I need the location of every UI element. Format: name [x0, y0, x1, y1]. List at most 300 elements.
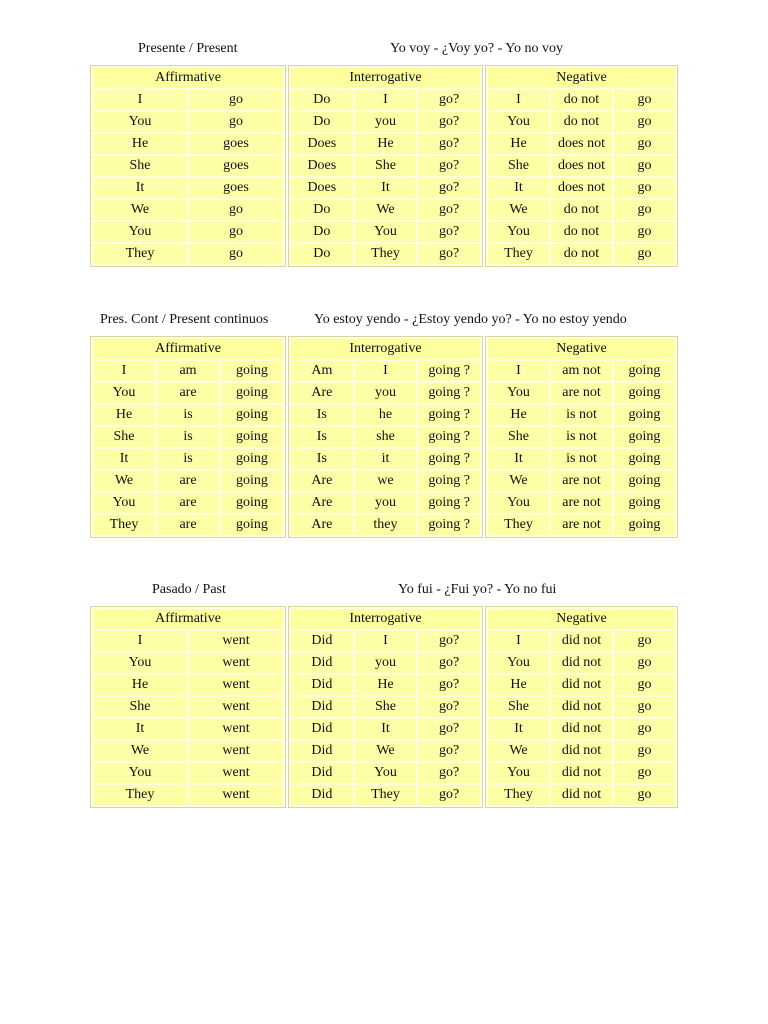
interrogative-table	[288, 336, 483, 538]
interrogative-header: Interrogative	[291, 609, 480, 629]
table-row	[291, 361, 480, 381]
table-cell: Are	[291, 515, 353, 535]
table-cell: go	[614, 178, 675, 198]
table-cell: she	[355, 427, 417, 447]
table-cell: go	[614, 719, 675, 739]
section-subtitle: Yo voy - ¿Voy yo? - Yo no voy	[390, 41, 563, 56]
table-cell: Am	[291, 361, 353, 381]
table-cell: Is	[291, 405, 353, 425]
table-cell: going	[614, 361, 675, 381]
table-cell: is not	[551, 427, 612, 447]
table-cell: He	[488, 134, 549, 154]
table-cell: go?	[418, 785, 480, 805]
table-cell: did not	[551, 697, 612, 717]
table-cell: I	[93, 361, 155, 381]
table-cell: They	[93, 785, 187, 805]
negative-table	[485, 65, 678, 267]
table-cell: do not	[551, 90, 612, 110]
table-cell: goes	[189, 134, 283, 154]
table-cell: Do	[291, 112, 353, 132]
table-cell: going	[221, 515, 283, 535]
table-cell: We	[355, 200, 417, 220]
negative-header: Negative	[488, 609, 675, 629]
table-cell: go	[614, 90, 675, 110]
table-cell: Are	[291, 471, 353, 491]
table-cell: She	[93, 697, 187, 717]
table-cell: Did	[291, 741, 353, 761]
table-cell: They	[488, 515, 549, 535]
table-row	[291, 631, 480, 651]
table-cell: go	[189, 90, 283, 110]
table-row	[488, 697, 675, 717]
table-cell: We	[488, 471, 549, 491]
table-cell: are	[157, 471, 219, 491]
table-row	[488, 156, 675, 176]
conjugation-tables	[90, 606, 678, 808]
table-cell: You	[488, 112, 549, 132]
table-row	[93, 90, 283, 110]
table-cell: She	[488, 156, 549, 176]
table-row	[291, 697, 480, 717]
table-cell: He	[355, 675, 417, 695]
table-cell: Did	[291, 697, 353, 717]
table-cell: She	[93, 156, 187, 176]
interrogative-header: Interrogative	[291, 68, 480, 88]
table-row	[291, 156, 480, 176]
table-cell: They	[93, 515, 155, 535]
table-cell: goes	[189, 178, 283, 198]
table-cell: went	[189, 719, 283, 739]
table-row	[93, 449, 283, 469]
table-cell: go?	[418, 112, 480, 132]
table-cell: You	[355, 222, 417, 242]
table-cell: does not	[551, 178, 612, 198]
table-cell: we	[355, 471, 417, 491]
section-past	[90, 582, 678, 802]
table-cell: It	[93, 719, 187, 739]
table-cell: go	[614, 200, 675, 220]
table-row	[488, 90, 675, 110]
table-cell: going	[221, 449, 283, 469]
table-cell: go	[189, 200, 283, 220]
table-cell: are	[157, 383, 219, 403]
table-cell: You	[93, 653, 187, 673]
conjugation-tables	[90, 336, 678, 538]
table-cell: do not	[551, 112, 612, 132]
table-cell: We	[93, 741, 187, 761]
table-cell: going	[221, 405, 283, 425]
table-cell: going ?	[418, 383, 480, 403]
table-cell: Are	[291, 493, 353, 513]
table-row	[291, 653, 480, 673]
table-cell: They	[488, 244, 549, 264]
table-row	[291, 405, 480, 425]
table-cell: Are	[291, 383, 353, 403]
table-cell: I	[488, 631, 549, 651]
table-row	[488, 763, 675, 783]
table-cell: It	[93, 449, 155, 469]
table-cell: He	[488, 405, 549, 425]
table-cell: went	[189, 653, 283, 673]
table-cell: went	[189, 631, 283, 651]
negative-header: Negative	[488, 339, 675, 359]
table-cell: Did	[291, 763, 353, 783]
table-cell: Did	[291, 719, 353, 739]
table-cell: You	[93, 763, 187, 783]
table-cell: go	[614, 763, 675, 783]
table-cell: She	[488, 697, 549, 717]
table-cell: You	[488, 763, 549, 783]
affirmative-header: Affirmative	[93, 339, 283, 359]
table-row	[488, 178, 675, 198]
table-cell: go?	[418, 719, 480, 739]
table-cell: am not	[551, 361, 612, 381]
table-cell: going	[614, 383, 675, 403]
table-row	[291, 178, 480, 198]
table-cell: went	[189, 785, 283, 805]
table-cell: go?	[418, 222, 480, 242]
affirmative-table	[90, 336, 286, 538]
table-row	[93, 134, 283, 154]
table-row	[488, 515, 675, 535]
table-row	[93, 741, 283, 761]
table-row	[93, 471, 283, 491]
table-row	[488, 222, 675, 242]
table-row	[93, 675, 283, 695]
section-heading	[90, 41, 678, 65]
table-row	[488, 719, 675, 739]
table-row	[291, 675, 480, 695]
table-row	[93, 244, 283, 264]
section-present	[90, 41, 678, 261]
table-cell: You	[93, 222, 187, 242]
table-cell: did not	[551, 719, 612, 739]
table-cell: going	[221, 493, 283, 513]
table-cell: go?	[418, 90, 480, 110]
table-row	[93, 222, 283, 242]
negative-table	[485, 336, 678, 538]
table-cell: It	[488, 719, 549, 739]
section-subtitle: Yo fui - ¿Fui yo? - Yo no fui	[398, 582, 557, 597]
table-cell: went	[189, 763, 283, 783]
table-row	[291, 427, 480, 447]
table-cell: am	[157, 361, 219, 381]
table-cell: going	[614, 405, 675, 425]
table-row	[93, 427, 283, 447]
table-cell: Is	[291, 449, 353, 469]
table-row	[291, 471, 480, 491]
table-row	[488, 653, 675, 673]
table-row	[93, 653, 283, 673]
table-row	[488, 493, 675, 513]
table-cell: I	[93, 90, 187, 110]
table-cell: going	[614, 515, 675, 535]
table-cell: go	[614, 785, 675, 805]
table-cell: They	[355, 244, 417, 264]
table-row	[488, 741, 675, 761]
table-cell: going	[221, 427, 283, 447]
table-cell: are not	[551, 471, 612, 491]
interrogative-table	[288, 606, 483, 808]
table-row	[93, 515, 283, 535]
table-row	[291, 112, 480, 132]
table-cell: go?	[418, 631, 480, 651]
table-row	[291, 719, 480, 739]
affirmative-table	[90, 606, 286, 808]
table-cell: Did	[291, 785, 353, 805]
table-cell: It	[93, 178, 187, 198]
table-cell: Do	[291, 90, 353, 110]
table-cell: I	[488, 361, 549, 381]
table-cell: go	[614, 631, 675, 651]
table-cell: going	[614, 471, 675, 491]
interrogative-header: Interrogative	[291, 339, 480, 359]
table-cell: going ?	[418, 515, 480, 535]
interrogative-table	[288, 65, 483, 267]
section-title: Pres. Cont / Present continuos	[100, 312, 269, 327]
table-cell: You	[93, 493, 155, 513]
table-cell: He	[355, 134, 417, 154]
table-cell: You	[355, 763, 417, 783]
table-row	[93, 719, 283, 739]
table-cell: did not	[551, 653, 612, 673]
table-cell: You	[488, 222, 549, 242]
table-cell: goes	[189, 156, 283, 176]
table-cell: going	[221, 361, 283, 381]
table-cell: go	[614, 653, 675, 673]
table-cell: go?	[418, 763, 480, 783]
table-cell: go?	[418, 741, 480, 761]
table-cell: We	[93, 471, 155, 491]
table-cell: is	[157, 449, 219, 469]
table-cell: do not	[551, 200, 612, 220]
table-cell: It	[355, 178, 417, 198]
table-cell: went	[189, 697, 283, 717]
table-row	[291, 244, 480, 264]
table-cell: going ?	[418, 361, 480, 381]
table-cell: We	[488, 200, 549, 220]
table-cell: going	[614, 493, 675, 513]
table-row	[488, 471, 675, 491]
table-cell: is not	[551, 405, 612, 425]
table-row	[488, 785, 675, 805]
section-title: Pasado / Past	[152, 582, 226, 597]
table-cell: You	[93, 112, 187, 132]
table-cell: go	[189, 112, 283, 132]
table-cell: Do	[291, 200, 353, 220]
table-cell: go	[614, 697, 675, 717]
table-cell: go?	[418, 244, 480, 264]
table-row	[488, 675, 675, 695]
negative-header: Negative	[488, 68, 675, 88]
table-row	[93, 697, 283, 717]
table-cell: he	[355, 405, 417, 425]
table-cell: They	[355, 785, 417, 805]
table-cell: are	[157, 515, 219, 535]
table-cell: you	[355, 493, 417, 513]
table-cell: did not	[551, 631, 612, 651]
table-cell: She	[355, 156, 417, 176]
table-cell: go	[614, 222, 675, 242]
table-row	[93, 200, 283, 220]
table-cell: going ?	[418, 471, 480, 491]
table-cell: You	[93, 383, 155, 403]
table-cell: Does	[291, 156, 353, 176]
table-cell: went	[189, 741, 283, 761]
table-cell: Do	[291, 244, 353, 264]
table-cell: is	[157, 427, 219, 447]
affirmative-table	[90, 65, 286, 267]
table-row	[93, 383, 283, 403]
table-cell: It	[488, 449, 549, 469]
table-cell: go	[614, 112, 675, 132]
table-cell: They	[93, 244, 187, 264]
table-cell: go?	[418, 697, 480, 717]
table-cell: It	[355, 719, 417, 739]
table-cell: did not	[551, 741, 612, 761]
section-heading	[90, 312, 678, 336]
table-row	[93, 763, 283, 783]
table-cell: Does	[291, 178, 353, 198]
table-cell: did not	[551, 675, 612, 695]
table-row	[488, 427, 675, 447]
table-row	[291, 383, 480, 403]
table-cell: going	[221, 471, 283, 491]
table-cell: I	[93, 631, 187, 651]
table-cell: I	[488, 90, 549, 110]
section-subtitle: Yo estoy yendo - ¿Estoy yendo yo? - Yo no estoy yendo	[314, 312, 627, 327]
table-row	[291, 741, 480, 761]
conjugation-tables	[90, 65, 678, 267]
table-row	[488, 405, 675, 425]
table-cell: they	[355, 515, 417, 535]
table-cell: do not	[551, 222, 612, 242]
table-row	[488, 631, 675, 651]
table-row	[93, 178, 283, 198]
table-cell: We	[93, 200, 187, 220]
table-cell: We	[488, 741, 549, 761]
table-cell: He	[93, 675, 187, 695]
table-row	[488, 383, 675, 403]
table-cell: is not	[551, 449, 612, 469]
table-cell: We	[355, 741, 417, 761]
table-cell: going	[614, 449, 675, 469]
table-cell: go	[614, 134, 675, 154]
affirmative-header: Affirmative	[93, 609, 283, 629]
table-row	[93, 156, 283, 176]
table-cell: You	[488, 493, 549, 513]
table-cell: are not	[551, 493, 612, 513]
section-title: Presente / Present	[138, 41, 238, 56]
table-cell: go	[189, 222, 283, 242]
table-cell: Did	[291, 631, 353, 651]
table-row	[488, 200, 675, 220]
table-row	[488, 134, 675, 154]
table-cell: Did	[291, 653, 353, 673]
table-cell: does not	[551, 134, 612, 154]
table-cell: you	[355, 383, 417, 403]
table-row	[93, 361, 283, 381]
table-cell: She	[488, 427, 549, 447]
table-cell: you	[355, 653, 417, 673]
table-cell: Does	[291, 134, 353, 154]
table-row	[291, 200, 480, 220]
table-cell: go	[614, 741, 675, 761]
table-row	[488, 244, 675, 264]
table-row	[93, 112, 283, 132]
table-cell: She	[93, 427, 155, 447]
table-cell: You	[488, 383, 549, 403]
table-row	[488, 361, 675, 381]
table-cell: go?	[418, 156, 480, 176]
table-row	[291, 449, 480, 469]
table-row	[291, 134, 480, 154]
table-cell: I	[355, 631, 417, 651]
table-cell: She	[355, 697, 417, 717]
table-cell: did not	[551, 763, 612, 783]
table-row	[291, 222, 480, 242]
table-cell: go	[189, 244, 283, 264]
table-cell: do not	[551, 244, 612, 264]
negative-table	[485, 606, 678, 808]
table-cell: are not	[551, 383, 612, 403]
table-row	[291, 493, 480, 513]
table-cell: Do	[291, 222, 353, 242]
table-cell: is	[157, 405, 219, 425]
table-cell: are	[157, 493, 219, 513]
table-cell: Did	[291, 675, 353, 695]
table-cell: go?	[418, 134, 480, 154]
table-cell: going	[614, 427, 675, 447]
table-row	[93, 785, 283, 805]
table-cell: He	[93, 405, 155, 425]
table-cell: going ?	[418, 427, 480, 447]
table-cell: did not	[551, 785, 612, 805]
table-row	[93, 493, 283, 513]
table-cell: going ?	[418, 449, 480, 469]
table-cell: does not	[551, 156, 612, 176]
table-cell: I	[355, 90, 417, 110]
table-cell: go?	[418, 675, 480, 695]
table-row	[291, 90, 480, 110]
table-row	[291, 785, 480, 805]
affirmative-header: Affirmative	[93, 68, 283, 88]
table-cell: Is	[291, 427, 353, 447]
table-cell: You	[488, 653, 549, 673]
table-row	[93, 631, 283, 651]
table-cell: He	[93, 134, 187, 154]
table-row	[488, 449, 675, 469]
table-cell: go?	[418, 200, 480, 220]
table-cell: go	[614, 244, 675, 264]
table-row	[488, 112, 675, 132]
table-cell: go?	[418, 178, 480, 198]
table-cell: going	[221, 383, 283, 403]
table-cell: He	[488, 675, 549, 695]
table-cell: going ?	[418, 493, 480, 513]
table-cell: I	[355, 361, 417, 381]
section-present-continuous	[90, 312, 678, 532]
table-cell: went	[189, 675, 283, 695]
table-row	[291, 515, 480, 535]
table-cell: It	[488, 178, 549, 198]
table-row	[93, 405, 283, 425]
section-heading	[90, 582, 678, 606]
table-cell: are not	[551, 515, 612, 535]
table-cell: it	[355, 449, 417, 469]
table-cell: go	[614, 156, 675, 176]
table-cell: going ?	[418, 405, 480, 425]
